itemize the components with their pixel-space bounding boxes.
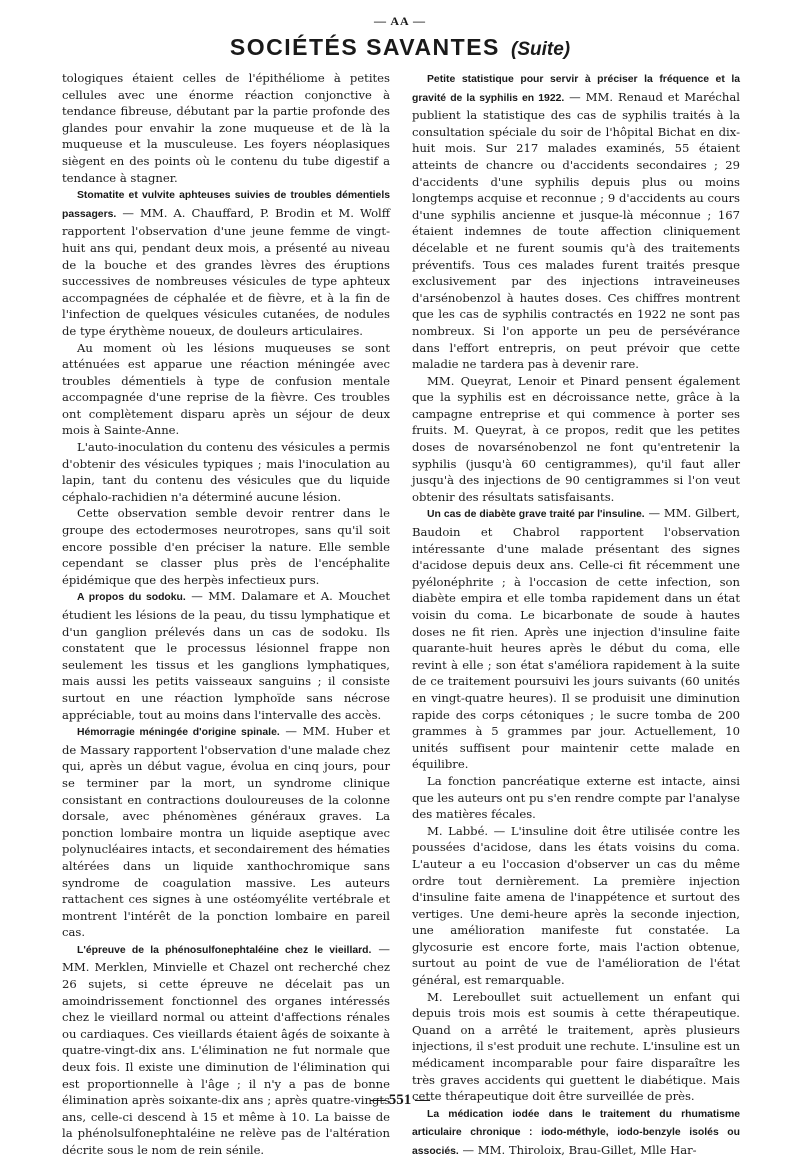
section-syphilis bbox=[412, 70, 740, 373]
section-heading: Un cas de diabète grave traité par l'insuline. bbox=[427, 509, 645, 521]
page-header bbox=[0, 34, 800, 61]
section-heading: Hémorragie méningée d'origine spinale. bbox=[77, 727, 280, 739]
page-title: SOCIÉTÉS SAVANTES bbox=[229, 34, 500, 60]
section-body: — MM. A. Chauffard, P. Brodin et M. Wolff rapportent l'observation d'une jeune femme de vingt-huit ans qui, pendant deux mois, a présenté au niveau de la bouche et des grandes lèvres des éruptions successives de nombreuses vésicules de type aphteux accompagnées de céphalée et de fièvre, et à la fin de l'infection de quelques vésicules cutanées, de nodules de type érythème noueux, de douleurs articulaires. bbox=[62, 205, 390, 338]
left-column bbox=[62, 70, 390, 1159]
right-column bbox=[412, 70, 740, 1161]
paragraph: M. Lereboullet suit actuellement un enfant qui depuis trois mois est soumis à cette thérapeutique. Quand on a arrêté le traitement, après plusieurs injections, il s'est produit une rechute. L'insuline est un médicament incomparable pour faire disparaître les très graves accidents qui guettent le diabétique. Mais cette thérapeutique doit être surveillée de près. bbox=[412, 989, 740, 1104]
section-hemorragie bbox=[62, 723, 390, 941]
section-heading: L'épreuve de la phénosulfonephtaléine chez le vieillard. bbox=[77, 944, 372, 956]
section-diabete bbox=[412, 505, 740, 773]
paragraph: MM. Queyrat, Lenoir et Pinard pensent également que la syphilis est en décroissance nette, grâce à la campagne entreprise et qui commence à porter ses fruits. M. Queyrat, à ce propos, redit que les petites doses de novarsénobenzol ne font qu'entretenir la syphilis (jusqu'à 60 centigrammes), qu'il faut aller jusqu'à des injections de 90 centigrammes si l'on veut obtenir des résultats satisfaisants. bbox=[412, 373, 740, 504]
section-sodoku bbox=[62, 588, 390, 723]
paragraph: La fonction pancréatique externe est intacte, ainsi que les auteurs ont pu s'en rendre compte par l'analyse des matières fécales. bbox=[412, 773, 740, 822]
section-body: — MM. Thiroloix, Brau-Gillet, Mlle Har- bbox=[458, 1143, 697, 1157]
running-marker: — AA — bbox=[373, 14, 426, 28]
section-heading: A propos du sodoku. bbox=[77, 592, 186, 604]
paragraph: L'auto-inoculation du contenu des vésicules a permis d'obtenir des vésicules typiques ; mais l'inoculation au lapin, tant du contenu des vésicules que du liquide céphalo-rachidien n'a déterminé aucune lésion. bbox=[62, 440, 390, 504]
paragraph: Au moment où les lésions muqueuses se sont atténuées est apparue une réaction méningée avec troubles démentiels à type de confusion mentale accompagnée d'une reprise de la fièvre. Ces troubles ont complètement disparu après un séjour de deux mois à Sainte-Anne. bbox=[62, 340, 390, 438]
section-body: — MM. Huber et de Massary rapportent l'observation d'une malade chez qui, après un début vague, évolua en cinq jours, pour se terminer par la mort, un syndrome clinique consistant en contractions douloureuses de la colonne dorsale, avec phénomènes généraux graves. La ponction lombaire montra un liquide aseptique avec polynucléaires intacts, et secondairement des hématies altérées dans un liquide xanthochromique sans syndrome de coagulation massive. Les auteurs rattachent ces signes à une ostéomyélite vertébrale et montrent l'intérêt de la ponction lombaire en pareil cas. bbox=[62, 724, 391, 940]
section-heading: La médication iodée dans le traitement du rhumatisme articulaire chronique : iodo-méthyle, iodo-benzyle isolés ou associés. bbox=[412, 1108, 740, 1157]
section-body: — MM. Merklen, Minvielle et Chazel ont recherché chez 26 sujets, si cette épreuve ne décelait pas un amoindrissement fonctionnel des organes intéressés chez le vieillard normal ou atteint d'affections rénales ou cardiaques. Ces vieillards étaient âgés de soixante à quatre-vingt-dix ans. L'élimination ne fut normale que deux fois. Il existe une diminution de l'élimination qui est proportionnelle à l'âge ; il n'y a pas de bonne élimination après soixante-dix ans ; après quatre-vingts ans, celle-ci descend à 15 et même à 10. La baisse de la phénolsulfonephtaléine ne relève pas de l'altération décrite sous le nom de rein sénile. bbox=[62, 941, 390, 1157]
section-stomatite bbox=[62, 186, 390, 339]
section-heading: Petite statistique pour servir à préciser la fréquence et la gravité de la syphilis en 1922. bbox=[412, 74, 740, 104]
page-number: — 551 — bbox=[370, 1092, 430, 1108]
section-body: — MM. Renaud et Maréchal publient la statistique des cas de syphilis traités à la consultation spéciale du soir de l'hôpital Bichat en dix-huit mois. Sur 217 malades examinés, 55 étaient atteints de chancre ou d'accidents secondaires ; 29 d'accidents d'une syphilis depuis plus ou moins longtemps acquise et reconnue ; 9 d'accidents au cours d'une syphilis ancienne et jusque-là méconnue ; 167 étaient indemnes de toute affection cliniquement décelable et ne furent soumis qu'à des traitements préventifs. Tous ces malades furent traités presque exclusivement par des injections intraveineuses d'arsénobenzol à hautes doses. Ces chiffres montrent que les cas de syphilis contractés en 1922 ne sont pas nombreux. Si l'on apporte un peu de persévérance dans l'effort entrepris, on peut prévoir que cette maladie ne tardera pas à devenir rare. bbox=[412, 89, 740, 372]
paragraph: Cette observation semble devoir rentrer dans le groupe des ectodermoses neurotropes, sans qu'il soit encore possible d'en préciser la nature. Elle semble cependant se classer plus près de l'encéphalite épidémique que des herpès infectieux purs. bbox=[62, 506, 390, 587]
section-phenosulfonephtaleine bbox=[62, 941, 390, 1159]
section-medication-iodee bbox=[412, 1105, 740, 1161]
page-subtitle: (Suite) bbox=[511, 39, 571, 60]
continued-paragraph: tologiques étaient celles de l'épithéliome à petites cellules avec une énorme réaction conjonctive à tendance fibreuse, débutant par la partie profonde des glandes pour envahir la zone muqueuse et de là la muqueuse et la musculeuse. Les foyers néoplasiques siègent en des points où le contenu du tube digestif a tendance à stagner. bbox=[62, 71, 390, 185]
paragraph: M. Labbé. — L'insuline doit être utilisée contre les poussées d'acidose, dans les états voisins du coma. L'auteur a eu l'occasion d'observer un cas du même ordre tout dernièrement. La première injection d'insuline faite amena de l'inappétence et surtout des vertiges. Une demi-heure après la seconde injection, une amélioration manifeste fut constatée. La glycosurie est encore forte, mais l'action obtenue, surtout au point de vue de l'amélioration de l'état général, est remarquable. bbox=[412, 823, 740, 988]
section-heading: Stomatite et vulvite aphteuses suivies de troubles démentiels passagers. bbox=[62, 190, 390, 220]
section-body: — MM. Gilbert, Baudoin et Chabrol rapportent l'observation intéressante d'une malade présentant des signes d'acidose depuis deux ans. Celle-ci fit récemment une pyélonéphrite ; à l'occasion de cette infection, son diabète empira et elle tomba rapidement dans un état voisin du coma. Le bicarbonate de soude à hautes doses ne fit rien. Après une injection d'insuline faite quarante-huit heures après le début du coma, elle revint à elle ; son état s'améliora rapidement à la suite de ce traitement poursuivi les jours suivants (60 unités en vingt-quatre heures). Il se produisit une diminution rapide des corps cétoniques ; le sucre tomba de 200 grammes à 5 grammes par jour. Actuellement, 10 unités suffisent pour maintenir cette malade en équilibre. bbox=[412, 506, 740, 772]
section-body: — MM. Dalamare et A. Mouchet étudient les lésions de la peau, du tissu lymphatique et d'un ganglion prélevés dans un cas de sodoku. Ils constatent que le processus lésionnel frappe non seulement les tissus et les ganglions lymphatiques, mais aussi les petits vaisseaux sanguins ; il consiste surtout en une réaction lymphoïde sans nécrose appréciable, tout au moins dans l'intervalle des accès. bbox=[62, 589, 390, 722]
